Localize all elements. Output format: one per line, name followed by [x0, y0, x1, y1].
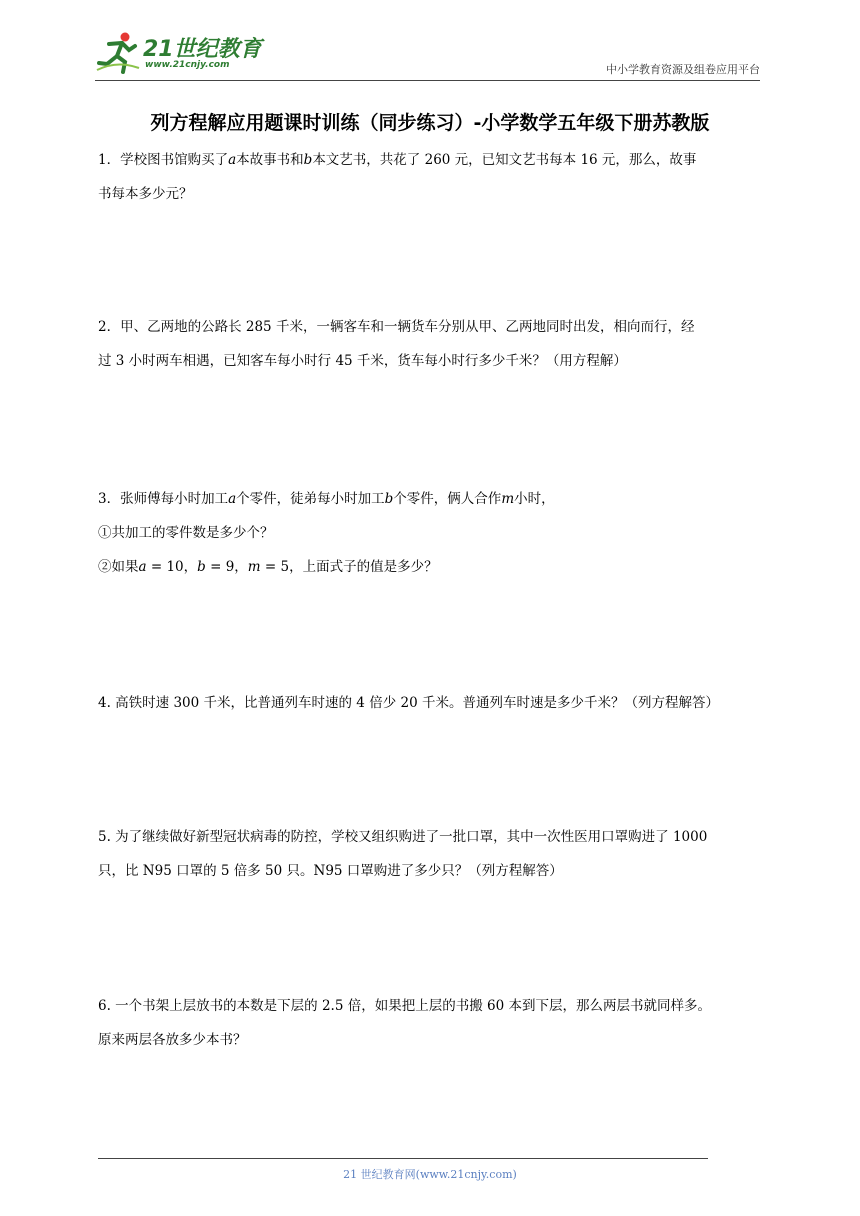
question-line: [98, 177, 766, 211]
header-platform-text: 中小学教育资源及组卷应用平台: [606, 63, 760, 76]
footer-divider: [98, 1158, 708, 1159]
header-divider: [95, 80, 760, 81]
question-line: [98, 344, 766, 378]
question-text: 书每本多少元？: [98, 186, 193, 202]
math-variable: a: [138, 559, 147, 575]
question-text: 本故事书和: [236, 152, 304, 168]
math-variable: m: [247, 559, 261, 575]
question-text: = 5，上面式子的值是多少？: [260, 559, 438, 575]
question-4: [98, 686, 766, 720]
footer-text: 21 世纪教育网(www.21cnjy.com): [343, 1168, 517, 1181]
question-line: [98, 989, 766, 1023]
math-variable: b: [303, 152, 313, 168]
question-text: = 9，: [205, 559, 248, 575]
math-variable: a: [228, 491, 237, 507]
question-1: [98, 143, 766, 211]
question-line: [98, 550, 766, 584]
question-line: [98, 516, 766, 550]
math-variable: b: [384, 491, 394, 507]
question-line: [98, 854, 766, 888]
logo-url: www.21cnjy.com: [145, 60, 230, 70]
question-text: 3．张师傅每小时加工: [98, 491, 229, 507]
runner-logo-icon: [95, 30, 141, 76]
page-title: 列方程解应用题课时训练（同步练习）-小学数学五年级下册苏教版: [150, 112, 710, 134]
question-line: [98, 310, 766, 344]
question-text: 只，比 N95 口罩的 5 倍多 50 只。N95 口罩购进了多少只？（列方程解答）: [98, 863, 563, 879]
question-line: [98, 143, 766, 177]
question-text: = 10，: [146, 559, 198, 575]
page-header: [95, 30, 760, 82]
question-text: 本文艺书，共花了 260 元，已知文艺书每本 16 元，那么，故事: [312, 152, 697, 168]
question-text: 原来两层各放多少本书？: [98, 1032, 247, 1048]
question-text: ①共加工的零件数是多少个？: [98, 525, 274, 541]
question-3: [98, 482, 766, 584]
question-text: 个零件，俩人合作: [393, 491, 502, 507]
question-line: [98, 482, 766, 516]
question-5: [98, 820, 766, 888]
question-text: 1．学校图书馆购买了: [98, 152, 229, 168]
question-text: 5. 为了继续做好新型冠状病毒的防控，学校又组织购进了一批口罩，其中一次性医用口罩购进了 1000: [98, 829, 708, 845]
math-variable: m: [501, 491, 515, 507]
math-variable: a: [228, 152, 237, 168]
question-text: 4. 高铁时速 300 千米，比普通列车时速的 4 倍少 20 千米。普通列车时速是多少千米？（列方程解答）: [98, 695, 719, 711]
question-text: 个零件，徒弟每小时加工: [236, 491, 385, 507]
question-line: [98, 686, 766, 720]
logo: [95, 30, 265, 78]
question-text: 小时，: [514, 491, 555, 507]
question-line: [98, 820, 766, 854]
question-2: [98, 310, 766, 378]
logo-text: 21世纪教育: [143, 37, 262, 62]
question-text: 过 3 小时两车相遇，已知客车每小时行 45 千米，货车每小时行多少千米？（用方程解）: [98, 353, 627, 369]
math-variable: b: [197, 559, 206, 575]
question-text: ②如果: [98, 559, 139, 575]
question-line: [98, 1023, 766, 1057]
question-6: [98, 989, 766, 1057]
question-text: 2．甲、乙两地的公路长 285 千米，一辆客车和一辆货车分别从甲、乙两地同时出发，相向而行，经: [98, 319, 695, 335]
question-text: 6. 一个书架上层放书的本数是下层的 2.5 倍，如果把上层的书搬 60 本到下层，那么两层书就同样多。: [98, 998, 711, 1014]
